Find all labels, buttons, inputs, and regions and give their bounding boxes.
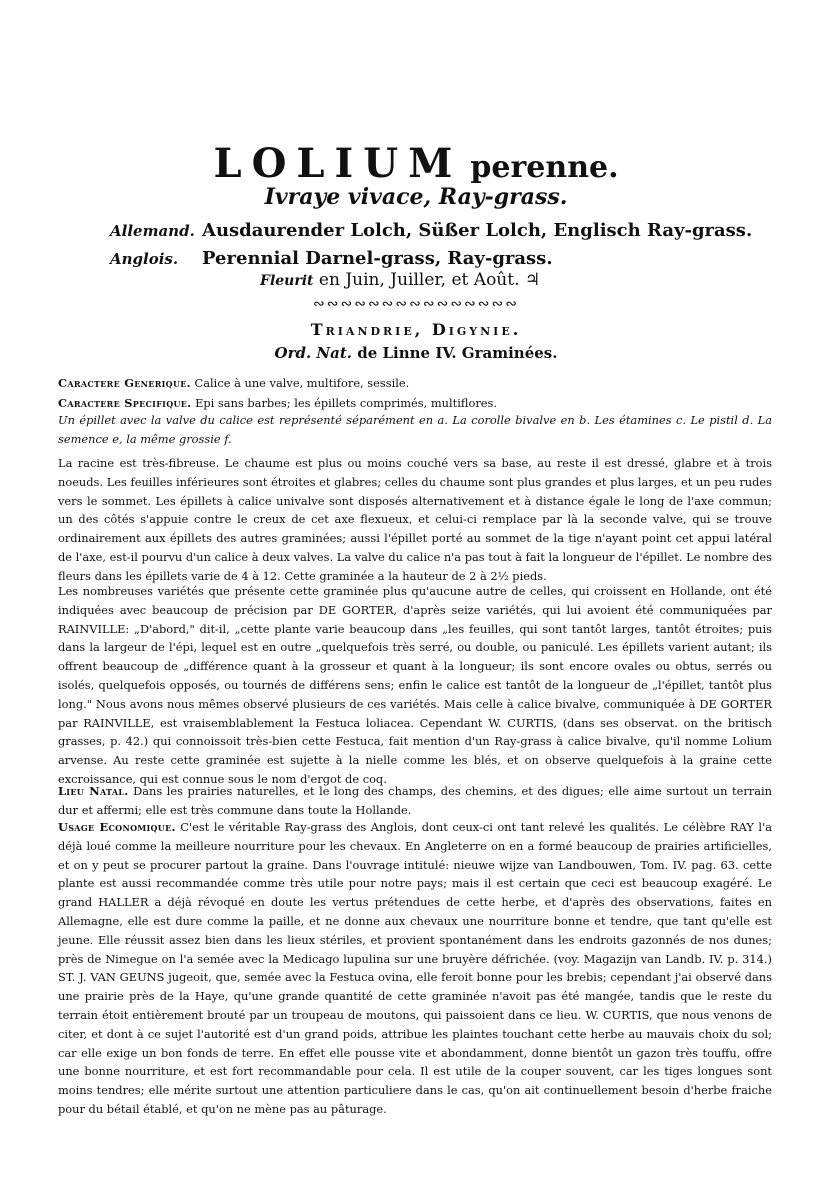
flowering-label: Fleurit xyxy=(260,273,314,289)
linnaean-classification: Triandrie, Digynie. xyxy=(310,320,522,339)
flowering-period xyxy=(260,270,540,290)
generic-text: Calice à une valve, multifore, sessile. xyxy=(194,376,410,390)
english-names xyxy=(110,248,553,269)
perennial-symbol: ♃ xyxy=(524,270,541,290)
economic-use-text: C'est le véritable Ray-grass des Anglois, dont ceux-ci ont tant relevé les qualités. Le célèbre RAY l'a déjà loué comme la meilleure nourriture pour les chevaux. En Angleterre on en a formé beaucoup de prairies artificielles, et on y peut se procurer partout la graine. Dans l'ouvrage intitulé: nieuwe wijze van Landbouwen, Tom. IV. pag. 63. cette plante est aussi recommandée comme très utile pour notre pays; mais il est certain que ceci est beaucoup exagéré. Le grand HALLER a déjà révoqué en doute les vertus prétendues de cette herbe, et d'après des observations, faites en Allemagne, elle est dure comme la paille, et ne donne aux chevaux une nourriture bonne et tendre, que tant qu'elle est jeune. Elle réussit assez bien dans les lieux stériles, et provient spontanément dans les endroits gazonnés de nos dunes; près de Nimegue on l'a semée avec la Medicago lupulina sur une bruyère défrichée. (voy. Magazijn van Landb. IV. p. 314.) ST. J. VAN GEUNS jugeoit, que, semée avec la Festuca ovina, elle feroit bonne pour les brebis; cependant j'ai observé dans une prairie près de la Haye, qu'une grande quantité de cette graminée n'avoit pas été mangée, tandis que le reste du terrain étoit entièrement brouté par un troupeau de moutons, qui paissoient dans ce lieu. W. CURTIS, que nous venons de citer, et dont à ce sujet l'autorité est d'un grand poids, attribue les plaintes touchant cette herbe au mauvais choix du sol; car elle exige un bon fonds de terre. En effet elle pousse vite et abondamment, donne bientôt un gazon très touffu, offre une bonne nourriture, et est fort recommandable pour cela. Il est utile de la couper souvent, car les tiges longues sont moins tendres; elle mérite surtout une attention particuliere dans le cas, qu'on ait continuellement besoin d'herbe fraiche pour du bétail établé, et qu'on ne mène pas au pâturage. xyxy=(58,820,772,1116)
description-paragraph: La racine est très-fibreuse. Le chaume est plus ou moins couché vers sa base, au reste il est dressé, glabre et à trois noeuds. Les feuilles inférieures sont étroites et glabres; celles du chaume sont plus grandes et plus larges, et un peu rudes vers le sommet. Les épillets à calice univalve sont disposés alternativement et à distance égale le long de l'axe commun; un des côtés s'appuie contre le creux de cet axe flexueux, et celui-ci remplace par là la seconde valve, qui se trouve ordinairement aux épillets des autres graminées; aussi l'épillet porté au sommet de la tige n'ayant point cet appui latéral de l'axe, est-il pourvu d'un calice à deux valves. La valve du calice n'a pas tout à fait la longueur de l'épillet. Le nombre des fleurs dans les épillets varie de 4 à 12. Cette graminée a la hauteur de 2 à 2½ pieds. xyxy=(58,456,772,583)
species-name: perenne. xyxy=(470,150,619,185)
order-label: Ord. Nat. xyxy=(274,344,353,362)
habitat-text: Dans les prairies naturelles, et le long des champs, des chemins, et des digues; elle aime surtout un terrain dur et affermi; elle est très commune dans toute la Hollande. xyxy=(58,784,772,817)
genus-name: LOLIUM xyxy=(213,140,463,187)
generic-character xyxy=(58,374,772,393)
english-label: Anglois. xyxy=(110,250,179,268)
natural-order xyxy=(0,344,832,362)
figure-note: Un épillet avec la valve du calice est représenté séparément en a. La corolle bivalve en b. Les étamines c. Le pistil d. La semence e, la même grossie f. xyxy=(58,413,772,446)
economic-use-paragraph xyxy=(58,818,772,1119)
flowering-text: en Juin, Juiller, et Août. xyxy=(318,270,520,290)
specific-text: Epi sans barbes; les épillets comprimés, multiflores. xyxy=(195,396,497,410)
economic-use-label: Usage Economique. xyxy=(58,820,176,834)
specific-label: Caractere Specifique. xyxy=(58,396,192,410)
varieties-paragraph: Les nombreuses variétés que présente cette graminée plus qu'aucune autre de celles, qui croissent en Hollande, ont été indiquées avec beaucoup de précision par DE GORTER, d'après seize variétés, qui lui avoient été communiquées par RAINVILLE: „D'abord," dit-il, „cette plante varie beaucoup dans „les feuilles, qui sont tantôt larges, tantôt étroites; puis dans la largeur de l'épi, lequel est en outre „quelquefois très serré, ou double, ou paniculé. Les épillets varient autant; ils offrent beaucoup de „différence quant à la grosseur et quant à la longueur; ils sont encore ovales ou obtus, serrés ou isolés, quelquefois opposés, ou tournés de différens sens; enfin le calice est tantôt de la longueur de „l'épillet, tantôt plus long." Nous avons nous mêmes observé plusieurs de ces variétés. Mais celle à calice bivalve, communiquée à DE GORTER par RAINVILLE, est vraisemblablement la Festuca loliacea. Cependant W. CURTIS, (dans ses observat. on the britisch grasses, p. 42.) qui connoissoit très-bien cette Festuca, fait mention d'un Ray-grass à calice bivalve, qu'il nomme Lolium arvense. Au reste cette graminée est sujette à la nielle comme les blés, et on observe quelquefois à la graine cette excroissance, qui est connue sous le nom d'ergot de coq. xyxy=(58,584,772,786)
generic-label: Caractere Generique. xyxy=(58,376,191,390)
german-names xyxy=(110,220,752,241)
order-text: de Linne IV. Graminées. xyxy=(357,344,558,362)
habitat-label: Lieu Natal. xyxy=(58,784,129,798)
ornament-divider: ∾∾∾∾∾∾∾∾∾∾∾∾∾∾∾ xyxy=(313,296,519,312)
habitat-paragraph xyxy=(58,782,772,820)
french-common-name: Ivraye vivace, Ray-grass. xyxy=(264,184,568,210)
german-names-text: Ausdaurender Lolch, Süßer Lolch, Englisch Ray-grass. xyxy=(202,220,753,241)
german-label: Allemand. xyxy=(110,222,195,240)
page-title xyxy=(0,140,832,187)
specific-character xyxy=(58,394,772,413)
english-names-text: Perennial Darnel-grass, Ray-grass. xyxy=(202,248,553,269)
